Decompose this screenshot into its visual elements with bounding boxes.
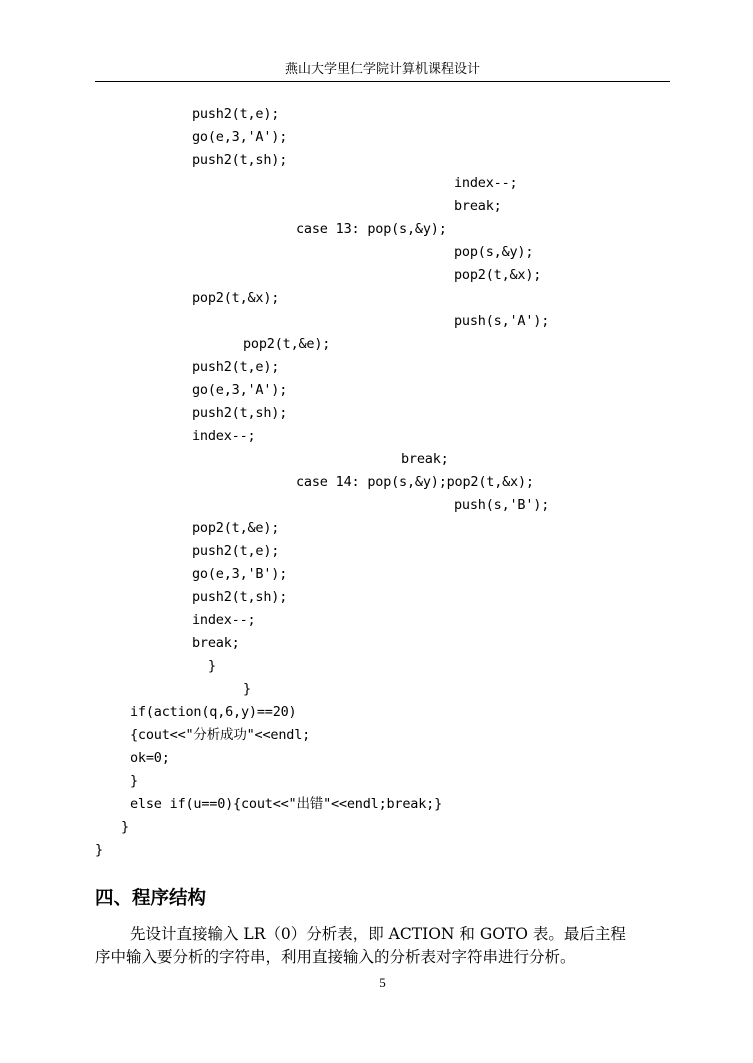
code-line: go(e,3,'A'); bbox=[192, 129, 288, 145]
code-line: pop2(t,&x); bbox=[192, 290, 280, 306]
code-line: push2(t,e); bbox=[192, 106, 280, 122]
code-line: {cout<<"分析成功"<<endl; bbox=[130, 727, 311, 743]
code-line: push2(t,sh); bbox=[192, 589, 288, 605]
code-line: pop2(t,&x); bbox=[454, 267, 542, 283]
section-heading: 四、程序结构 bbox=[95, 888, 207, 909]
section-paragraph-line: 先设计直接输入 LR（0）分析表，即 ACTION 和 GOTO 表。最后主程 bbox=[130, 925, 626, 943]
code-line: case 13: pop(s,&y); bbox=[296, 221, 447, 237]
code-line: pop2(t,&e); bbox=[192, 520, 280, 536]
code-line: push2(t,sh); bbox=[192, 152, 288, 168]
code-line: } bbox=[130, 773, 138, 789]
code-line: break; bbox=[192, 635, 240, 651]
code-line: push2(t,sh); bbox=[192, 405, 288, 421]
code-line: pop(s,&y); bbox=[454, 244, 534, 260]
code-line: else if(u==0){cout<<"出错"<<endl;break;} bbox=[130, 796, 442, 812]
header-divider bbox=[95, 81, 670, 82]
code-line: break; bbox=[454, 198, 502, 214]
section-paragraph-line: 序中输入要分析的字符串，利用直接输入的分析表对字符串进行分析。 bbox=[95, 948, 576, 966]
code-line: } bbox=[208, 658, 216, 674]
code-line: } bbox=[121, 819, 129, 835]
code-line: break; bbox=[401, 451, 449, 467]
code-line: pop2(t,&e); bbox=[243, 336, 331, 352]
code-line: case 14: pop(s,&y);pop2(t,&x); bbox=[296, 474, 534, 490]
code-line: index--; bbox=[454, 175, 518, 191]
code-line: index--; bbox=[192, 612, 256, 628]
code-line: go(e,3,'B'); bbox=[192, 566, 288, 582]
page-number: 5 bbox=[379, 975, 386, 990]
code-line: push(s,'A'); bbox=[454, 313, 550, 329]
page-header-title: 燕山大学里仁学院计算机课程设计 bbox=[284, 62, 480, 77]
code-line: ok=0; bbox=[130, 750, 170, 766]
code-line: } bbox=[95, 842, 103, 858]
code-line: } bbox=[243, 681, 251, 697]
code-line: push2(t,e); bbox=[192, 543, 280, 559]
code-line: push2(t,e); bbox=[192, 359, 280, 375]
code-line: index--; bbox=[192, 428, 256, 444]
code-line: go(e,3,'A'); bbox=[192, 382, 288, 398]
code-line: if(action(q,6,y)==20) bbox=[130, 704, 297, 720]
code-line: push(s,'B'); bbox=[454, 497, 550, 513]
